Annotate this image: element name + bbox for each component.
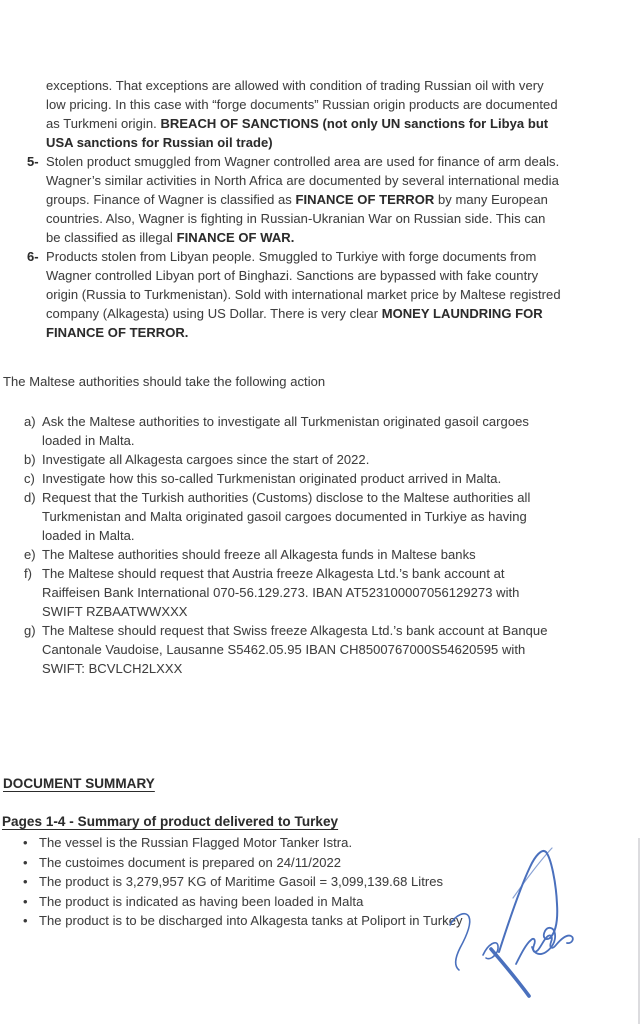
action-item-d-text: Request that the Turkish authorities (Customs) disclose to the Maltese authorities all Turkmenistan and Malta originated gasoil cargoes documented in Turkiye as having loaded in Malta. (42, 490, 531, 543)
action-item-f-marker: f) (24, 566, 33, 581)
signature-stroke-thick-diagonal (491, 949, 529, 996)
document-summary-heading: DOCUMENT SUMMARY (3, 776, 155, 791)
action-item-e (24, 545, 640, 564)
action-items-list (0, 412, 640, 678)
action-item-g-text: The Maltese should request that Swiss freeze Alkagesta Ltd.’s bank account at Banque Cantonale Vaudoise, Lausanne S5462.05.95 IBAN CH8500767000S54620595 with SWIFT: BCVLCH2LXXX (42, 623, 548, 676)
numbered-item-6-text: Products stolen from Libyan people. Smuggled to Turkiye with forge documents from Wagner controlled Libyan port of Binghazi. Sanctions are bypassed with fake country origin (Russia to Turkmenistan). Sold with international market price by Maltese registred company (Alkagesta) using US Dollar. There is very clear MONEY LAUNDRING FOR FINANCE OF TERROR. (46, 249, 561, 340)
signature-stroke-main (499, 851, 557, 952)
action-item-c-marker: c) (24, 471, 35, 486)
action-item-a (24, 412, 640, 450)
action-intro-line: The Maltese authorities should take the following action (3, 374, 326, 389)
signature-stroke-zigzag (516, 935, 573, 964)
signature-stroke-cross (513, 848, 552, 898)
bullet-discharge-poliport-text: • The product is to be discharged into Alkagesta tanks at Poliport in Turkey (39, 913, 463, 928)
pages-1-4-heading: Pages 1-4 - Summary of product delivered to Turkey (2, 814, 339, 829)
bullet-vessel-text: • The vessel is the Russian Flagged Motor Tanker Istra. (39, 835, 353, 850)
action-item-e-marker: e) (24, 547, 36, 562)
bullet-loaded-malta-text: • The product is indicated as having been loaded in Malta (39, 893, 364, 909)
action-item-d-marker: d) (24, 490, 36, 505)
action-item-b-text: Investigate all Alkagesta cargoes since the start of 2022. (42, 452, 370, 467)
numbered-item-6-marker: 6- (27, 249, 39, 264)
bullet-customs-date-text: • The custoimes document is prepared on 24/11/2022 (39, 854, 342, 870)
action-item-c (24, 469, 640, 488)
action-item-c-text: Investigate how this so-called Turkmenistan originated product arrived in Malta. (42, 471, 502, 486)
action-item-b (24, 450, 640, 469)
numbered-item-6 (27, 247, 640, 342)
intro-paragraph: exceptions. That exceptions are allowed with condition of trading Russian oil with very low pricing. In this case with “forge documents” Russian origin products are documented as Turkmeni origin. BREACH OF SANCTIONS (not only UN sanctions for Libya but USA sanctions for Russian oil trade) (46, 78, 558, 150)
action-item-a-text: Ask the Maltese authorities to investigate all Turkmenistan originated gasoil cargoes loaded in Malta. (42, 414, 529, 448)
numbered-item-5 (27, 152, 640, 247)
action-item-e-text: The Maltese authorities should freeze all Alkagesta funds in Maltese banks (42, 547, 476, 562)
action-item-g-marker: g) (24, 623, 36, 638)
handwritten-signature (428, 842, 640, 1022)
signature-stroke-left-arc (450, 914, 470, 970)
bullet-product-quantity-text: • The product is 3,279,957 KG of Maritime Gasoil = 3,099,139.68 Litres (39, 874, 444, 889)
action-item-f-text: The Maltese should request that Austria freeze Alkagesta Ltd.’s bank account at Raiffeisen Bank International 070-56.129.273. IBAN AT523100007056129273 with SWIFT RZBAATWWXXX (42, 566, 520, 619)
action-item-g (24, 621, 640, 678)
action-item-b-marker: b) (24, 452, 36, 467)
numbered-item-5-marker: 5- (27, 154, 39, 169)
numbered-item-5-text: Stolen product smuggled from Wagner controlled area are used for finance of arm deals. Wagner’s similar activities in North Africa are documented by several international media groups. Finance of Wagner is classified as FINANCE OF TERROR by many European countries. Also, Wagner is fighting in Russian-Ukranian War on Russian side. This can be classified as illegal FINANCE OF WAR. (46, 154, 560, 245)
action-item-a-marker: a) (24, 414, 36, 429)
action-item-d (24, 488, 640, 545)
action-item-f (24, 564, 640, 621)
